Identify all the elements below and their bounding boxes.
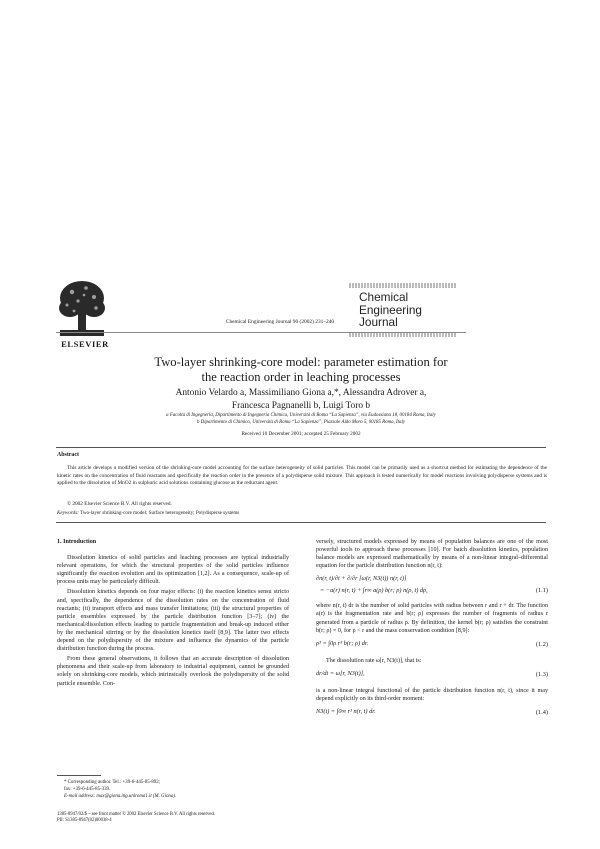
footnote-corresponding: * Corresponding author. Tel.: +39-6-445-85-892; [64,780,161,785]
paper-title [60,355,542,385]
intro-paragraph-1: Dissolution kinetics of solid particles and leaching processes are typical industrially relevant operations, for which the structural properties of the solid particles influence significantly the reaction evolution and its optimization [1,2]. As a consequence, scale-up of process units may be particularly difficult. [57,555,289,586]
affiliations [60,413,542,426]
equation-1-2-number: (1.2) [535,640,548,648]
section-heading-introduction: 1. Introduction [57,539,97,545]
equation-1-4-number: (1.4) [535,709,548,717]
left-column [57,538,289,690]
equation-1-4 [316,705,548,723]
intro-paragraph-2: Dissolution kinetics depends on four major effects: (i) the reaction kinetics sensu stricto and, specifically, the dependence of the dissolution rates on the concentration of fluid reactants; (ii) transport effects and mass transfer limitations; (iii) the structural properties of particle ensembles expressed by the particle distribution function [3–7]; (iv) the mechanical/dissolution effects leading to particle fragmentation and break-up induced either by the mechanical stirring or by the dissolution kinetics itself [8,9]. The latter two effects depend on the polydispersity of the mixture and influence the dynamics of the particle distribution function during the process. [57,589,289,653]
equation-1-2-expr: ρ³ = ∫0ρ r³ b(r; ρ) dr. [316,639,369,647]
authors-line-2: Francesca Pagnanelli b, Luigi Toro b [231,400,371,411]
abstract-copyright: © 2002 Elsevier Science B.V. All rights reserved. [67,501,172,507]
journal-reference: Chemical Engineering Journal 90 (2002) 231–240 [225,319,335,325]
front-matter-info [57,812,215,825]
equation-1-2 [316,637,548,655]
keywords [57,510,239,516]
intro-paragraph-3: From these general observations, it follows that an accurate description of dissolution phenomena and their scale-up from laboratory to industrial equipment, cannot be grounded solely on shrinking-core models, which intrinsically overlook the polydispersity of the solid particle ensemble. Con- [57,656,289,687]
intro-paragraph-4: versely, structured models expressed by means of population balances are one of the most powerful tools to approach these processes [10]. For batch dissolution kinetics, population balance models are expressed mathematically by means of a non-linear integral–differential equation for the particle distribution function n(r, t): [316,539,548,570]
abstract-top-rule [56,447,546,448]
equation-1-1-line-2: = −a(r) n(r, t) + ∫r∞ a(ρ) b(r; ρ) n(ρ, t) dρ, [320,587,428,595]
publisher-name: ELSEVIER [61,339,109,349]
pii-line: PII: S1385-8947(02)00038-4 [57,818,112,824]
footnote-fax: fax: +39-6-445-85-339. [64,787,111,792]
journal-logo-top-bar [349,283,457,288]
equation-1-4-expr: N3(t) = ∫0∞ r³ n(r, t) dr. [316,708,376,716]
footnote-rule [57,775,101,776]
right-column [316,538,548,725]
author-list [60,387,542,412]
journal-logo-line-3: Journal [359,315,398,329]
footnote-email: E-mail address: max@giona.ing.uniroma1.it (M. Giona). [64,794,177,799]
keywords-label: Keywords: [57,510,79,516]
abstract-body: This article develops a modified version of the shrinking-core model accounting for the surface heterogeneity of solid particles. This model can be primarily used as a shortcut method for estimating the dependence of the kinetic rates on the concentration of fluid reactants and specifically the reaction order in the presence of a polydisperse solid mixture. This approach is tested numerically for model reactions involving polydisperse systems and is applied to the dissolution of MnO2 in sulphuric acid solutions containing glucose as the reductant agent. [57,465,547,487]
equation-1-3 [316,667,548,685]
equation-1-3-expr: dr/dt = ω[r, N3(t)], [316,669,365,677]
received-dates: Received 10 December 2001; accepted 25 February 2002 [241,431,361,437]
equation-1-1 [316,572,548,600]
footnotes [64,779,176,800]
header-rule [56,332,466,333]
issn-line: 1385-8947/02/$ – see front matter © 2002 Elsevier Science B.V. All rights reserved. [57,812,215,817]
title-line-1: Two-layer shrinking-core model: parameter estimation for [154,355,448,369]
intro-paragraph-5: where n(r, t) dr is the number of solid particles with radius between r and r + dr. The function a(r) is the fragmentation rate and b(r; ρ) expresses the number of fragments of radius r generated from a particle of radius ρ. By definition, the kernel b(r; ρ) satisfies the constraint b(r; ρ) = 0, for ρ < r and the mass conservation condition [8,9]: [316,603,548,634]
equation-1-1-number: (1.1) [535,587,548,595]
equation-1-1-line-1: ∂n(r, t)/∂t + ∂/∂r [ω(r, N3(t)) n(r, t)] [316,575,407,583]
journal-logo-line-1: Chemical [359,290,409,304]
authors-line-1: Antonio Velardo a, Massimiliano Giona a,*, Alessandra Adrover a, [175,388,427,398]
journal-logo-line-2: Engineering [359,302,422,317]
keywords-list: Two-layer shrinking-core model; Surface heterogeneity; Polydisperse systems [80,510,240,516]
title-line-2: the reaction order in leaching processes [201,370,401,384]
affiliation-a: a Facoltà di Ingegneria, Dipartimento di Ingegneria Chimica, Università di Roma “La Sapienza”, via Eudossiana 18, 00184 Roma, Italy [166,413,436,418]
intro-paragraph-6: The dissolution rate ω[r, N3(t)], that is: [326,657,422,664]
journal-logo [349,283,457,337]
affiliation-b: b Dipartimento di Chimica, Università di Roma “La Sapienza”, Piazzale Aldo Moro 5, 00185 Roma, Italy [197,419,405,425]
abstract-heading: Abstract [57,452,79,458]
equation-1-3-number: (1.3) [535,670,548,678]
abstract-bottom-rule [56,522,546,523]
intro-paragraph-7: is a non-linear integral functional of the particle distribution function n(r, t), since it may depend explicitly on its third-order moment: [316,687,548,702]
elsevier-tree-logo [56,278,108,340]
